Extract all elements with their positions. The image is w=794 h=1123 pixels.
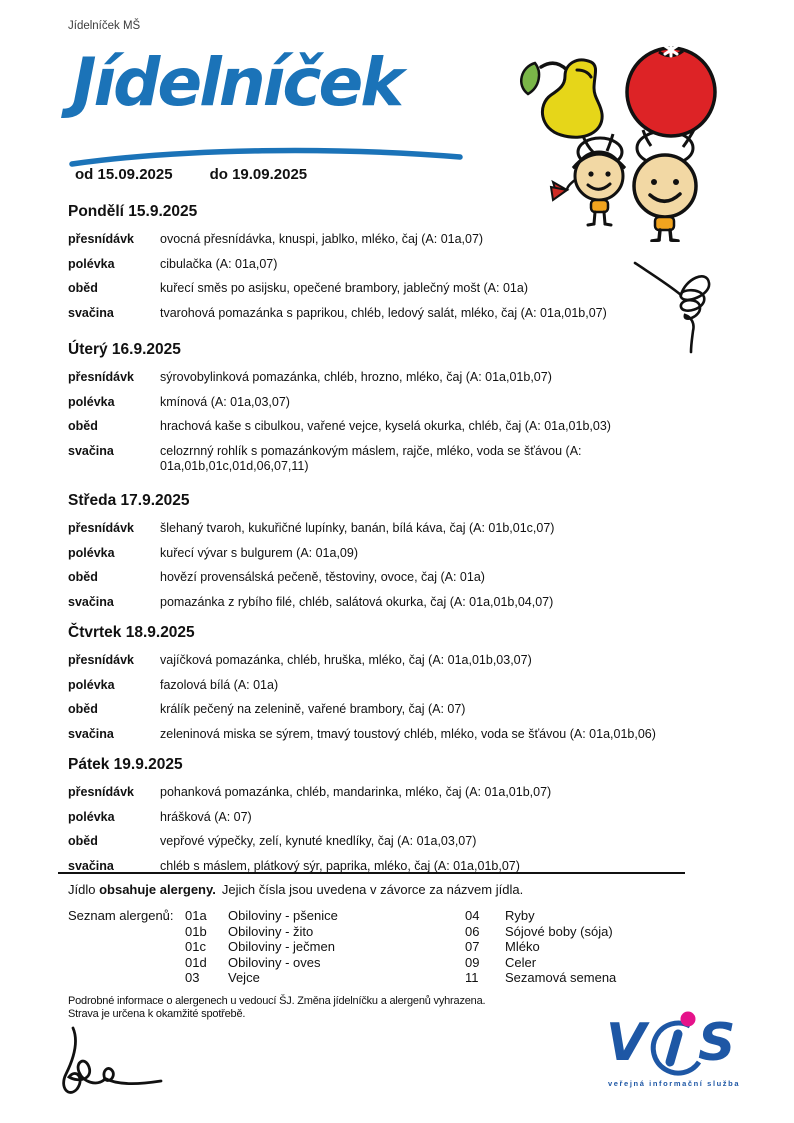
meal-label: polévka (68, 256, 115, 271)
meal-text: fazolová bílá (A: 01a) (160, 677, 279, 692)
allergen-intro-prefix: Jídlo (68, 882, 100, 897)
vis-letter-s: S (698, 1013, 736, 1073)
menu-row (68, 546, 718, 562)
meal-text: cibulačka (A: 01a,07) (160, 256, 278, 271)
meal-text: hrachová kaše s cibulkou, vařené vejce, kyselá okurka, chléb, čaj (A: 01a,01b,03) (160, 419, 611, 433)
vis-logo (598, 1010, 748, 1095)
allergen-code: 01c (185, 939, 206, 954)
meal-text: kmínová (A: 01a,03,07) (160, 394, 290, 409)
meal-text: sýrovobylinková pomazánka, chléb, hrozno, mléko, čaj (A: 01a,01b,07) (160, 370, 552, 384)
meal-text: šlehaný tvaroh, kukuřičné lupínky, banán, bílá káva, čaj (A: 01b,01c,07) (160, 521, 555, 535)
meal-label: svačina (68, 726, 114, 741)
allergen-code: 04 (465, 908, 480, 923)
date-from: od 15.09.2025 (75, 166, 173, 183)
allergen-code: 01a (185, 908, 207, 923)
menu-row (68, 810, 718, 826)
meal-label: oběd (68, 702, 98, 716)
menu-row (68, 257, 718, 273)
meal-label: svačina (68, 858, 114, 873)
allergen-code: 09 (465, 954, 480, 970)
menu-row (68, 702, 718, 718)
allergen-item (465, 970, 616, 986)
menu-row (68, 281, 718, 297)
meal-label: oběd (68, 570, 98, 584)
allergen-code: 03 (185, 970, 200, 985)
menu-row (68, 653, 718, 669)
allergen-name: Vejce (228, 970, 260, 985)
meal-text: hovězí provensálská pečeně, těstoviny, ovoce, čaj (A: 01a) (160, 570, 485, 584)
meal-label: polévka (68, 809, 115, 824)
menu-row (68, 727, 718, 743)
signature-icon (45, 1026, 170, 1106)
menu-row (68, 395, 718, 411)
meal-label: přesnídávk (68, 785, 135, 799)
allergen-code: 01d (185, 954, 207, 970)
allergen-code: 11 (465, 970, 479, 985)
vis-letter-v: V (606, 1013, 647, 1073)
date-range (75, 166, 307, 183)
vis-dot-icon (681, 1012, 696, 1027)
allergen-code: 01b (185, 923, 207, 939)
meal-label: svačina (68, 443, 114, 458)
meal-label: přesnídávk (68, 653, 135, 667)
menu-row (68, 785, 718, 801)
allergen-name: Mléko (505, 939, 540, 954)
meal-label: svačina (68, 305, 114, 320)
allergen-item (185, 939, 465, 955)
meal-text: tvarohová pomazánka s paprikou, chléb, ledový salát, mléko, čaj (A: 01a,01b,07) (160, 305, 607, 320)
meal-label: polévka (68, 394, 115, 409)
menu-row (68, 232, 718, 248)
meal-text: chléb s máslem, plátkový sýr, paprika, mléko, čaj (A: 01a,01b,07) (160, 858, 520, 873)
allergen-item (465, 939, 616, 955)
menu-row (68, 419, 718, 435)
menu-row (68, 306, 718, 322)
allergen-item (185, 970, 465, 986)
allergen-list (58, 908, 718, 986)
allergen-list-label: Seznam alergenů: (68, 908, 174, 923)
day-section-wednesday (68, 492, 718, 619)
menu-row (68, 570, 718, 586)
section-divider (58, 872, 685, 874)
meal-label: oběd (68, 834, 98, 848)
menu-row (68, 595, 718, 611)
allergen-name: Celer (505, 954, 537, 970)
day-header: Čtvrtek 18.9.2025 (68, 624, 195, 641)
meal-text: zeleninová miska se sýrem, tmavý toustový chléb, mléko, voda se šťávou (A: 01a,01b,06) (160, 726, 656, 741)
meal-text: ovocná přesnídávka, knuspi, jablko, mléko, čaj (A: 01a,07) (160, 232, 484, 246)
date-to: do 19.09.2025 (209, 166, 308, 183)
allergen-intro-bold: obsahuje alergeny. (99, 882, 216, 897)
day-header: Pondělí 15.9.2025 (68, 203, 198, 220)
menu-row (68, 370, 718, 386)
allergen-name: Obiloviny - oves (228, 954, 321, 970)
allergen-item (465, 924, 616, 940)
day-section-friday (68, 756, 718, 883)
menu-row (68, 678, 718, 694)
vis-tagline: veřejná informační služba (608, 1079, 741, 1088)
page-title: Jídelníček (72, 44, 402, 121)
meal-label: polévka (68, 545, 115, 560)
allergen-name: Ryby (505, 908, 535, 923)
meal-text: králík pečený na zelenině, vařené brambory, čaj (A: 07) (160, 702, 466, 716)
meal-text: celozrnný rohlík s pomazánkovým máslem, rajče, mléko, voda se šťávou (A: 01a,01b,01c,01d,06,07,11) (160, 443, 582, 473)
allergen-code: 06 (465, 923, 480, 939)
meal-text: hrášková (A: 07) (160, 809, 252, 824)
meal-text: vajíčková pomazánka, chléb, hruška, mléko, čaj (A: 01a,01b,03,07) (160, 653, 532, 667)
allergen-item (185, 924, 465, 940)
allergen-code: 07 (465, 939, 480, 954)
allergen-column-1 (185, 908, 465, 986)
day-header: Úterý 16.9.2025 (68, 341, 181, 358)
allergen-intro-suffix: Jejich čísla jsou uvedena v závorce za názvem jídla. (221, 882, 524, 897)
day-header: Středa 17.9.2025 (68, 492, 190, 509)
meal-text: pohanková pomazánka, chléb, mandarinka, mléko, čaj (A: 01a,01b,07) (160, 785, 552, 799)
menu-row (68, 834, 718, 850)
menu-row (68, 521, 718, 537)
meal-text: kuřecí vývar s bulgurem (A: 01a,09) (160, 545, 358, 560)
allergen-item (465, 908, 616, 924)
menu-row (68, 444, 718, 475)
document-header-label: Jídelníček MŠ (68, 20, 141, 32)
allergen-name: Obiloviny - žito (228, 923, 314, 939)
meal-text: vepřové výpečky, zelí, kynuté knedlíky, čaj (A: 01a,03,07) (160, 834, 477, 848)
allergen-column-2 (465, 908, 616, 986)
meal-label: přesnídávk (68, 521, 135, 535)
day-section-tuesday (68, 341, 718, 484)
meal-label: oběd (68, 281, 98, 295)
footer-note-line2: Strava je určena k okamžité spotřebě. (68, 1008, 246, 1020)
allergen-name: Obiloviny - ječmen (228, 939, 335, 954)
meal-label: svačina (68, 594, 114, 609)
meal-text: pomazánka z rybího filé, chléb, salátová okurka, čaj (A: 01a,01b,04,07) (160, 594, 554, 609)
meal-label: polévka (68, 677, 115, 692)
allergen-intro (58, 882, 718, 898)
allergen-name: Sezamová semena (505, 970, 617, 985)
allergen-footer-section (58, 872, 718, 1022)
meal-label: přesnídávk (68, 370, 135, 384)
meal-label: oběd (68, 419, 98, 433)
allergen-item (465, 955, 616, 971)
meal-label: přesnídávk (68, 232, 135, 246)
meal-text: kuřecí směs po asijsku, opečené brambory, jablečný mošt (A: 01a) (160, 281, 528, 295)
allergen-name: Sójové boby (sója) (505, 923, 613, 939)
day-section-monday (68, 203, 718, 330)
allergen-name: Obiloviny - pšenice (228, 908, 338, 923)
allergen-item (185, 955, 465, 971)
allergen-item (185, 908, 465, 924)
footer-note-line1: Podrobné informace o alergenech u vedoucí ŠJ. Změna jídelníčku a alergenů vyhrazena. (68, 994, 486, 1007)
day-section-thursday (68, 624, 718, 751)
day-header: Pátek 19.9.2025 (68, 756, 183, 773)
